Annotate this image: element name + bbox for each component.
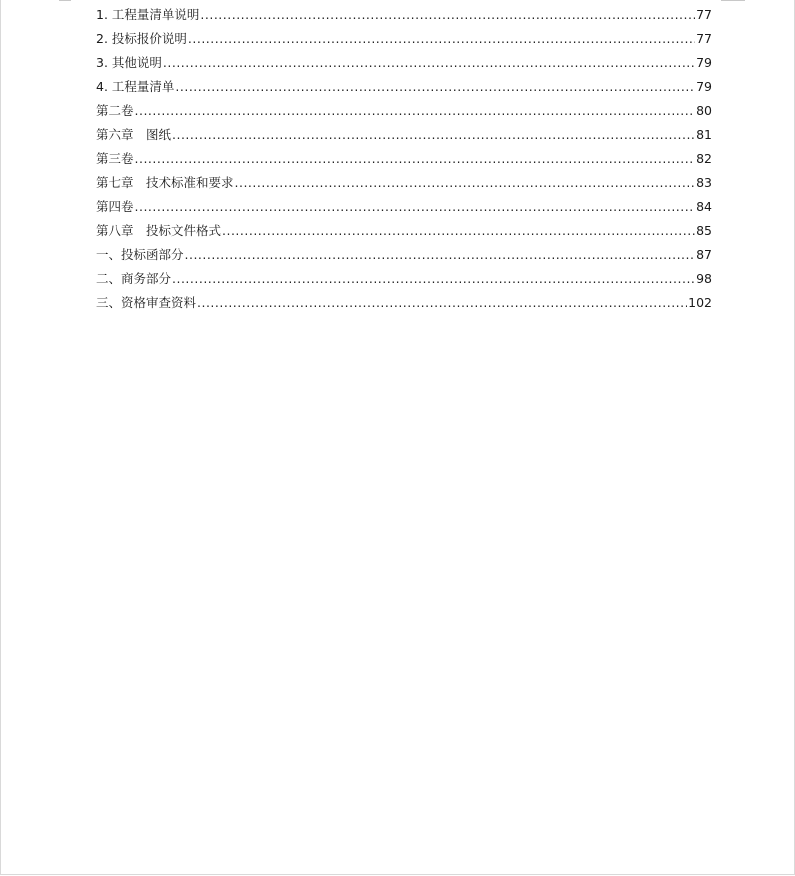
toc-entry-title: 第七章 技术标准和要求 bbox=[96, 175, 234, 190]
toc-page-number: 82 bbox=[696, 151, 712, 166]
toc-entry-title: 一、投标函部分 bbox=[96, 247, 184, 262]
toc-page-number: 84 bbox=[696, 199, 712, 214]
toc-entry-title: 4. 工程量清单 bbox=[96, 79, 175, 94]
toc-entry-title: 第三卷 bbox=[96, 151, 134, 166]
toc-dot-leader bbox=[135, 147, 696, 171]
toc-page-number: 77 bbox=[696, 31, 712, 46]
toc-dot-leader bbox=[197, 291, 687, 315]
toc-entry-title: 1. 工程量清单说明 bbox=[96, 7, 200, 22]
toc-page-number: 80 bbox=[696, 103, 712, 118]
toc-entry-title: 第六章 图纸 bbox=[96, 127, 172, 142]
toc-page-number: 85 bbox=[696, 223, 712, 238]
toc-dot-leader bbox=[188, 27, 695, 51]
toc-entry[interactable] bbox=[96, 123, 712, 147]
toc-page-number: 79 bbox=[696, 55, 712, 70]
toc-page-number: 102 bbox=[688, 295, 712, 310]
toc-dot-leader bbox=[163, 51, 695, 75]
toc-entry-title: 第四卷 bbox=[96, 199, 134, 214]
page-corner-mark-right bbox=[721, 0, 745, 1]
toc-page-number: 98 bbox=[696, 271, 712, 286]
toc-dot-leader bbox=[200, 3, 695, 27]
toc-page-number: 79 bbox=[696, 79, 712, 94]
toc-page-number: 77 bbox=[696, 7, 712, 22]
toc-entry[interactable] bbox=[96, 171, 712, 195]
toc-entry[interactable] bbox=[96, 99, 712, 123]
toc-entry-title: 二、商务部分 bbox=[96, 271, 172, 286]
toc-entry-title: 第八章 投标文件格式 bbox=[96, 223, 222, 238]
toc-entry[interactable] bbox=[96, 195, 712, 219]
toc-entry[interactable] bbox=[96, 75, 712, 99]
toc-page-number: 81 bbox=[696, 127, 712, 142]
toc-dot-leader bbox=[235, 171, 696, 195]
toc-page-number: 83 bbox=[696, 175, 712, 190]
toc-entry[interactable] bbox=[96, 291, 712, 315]
toc-dot-leader bbox=[175, 75, 695, 99]
table-of-contents bbox=[96, 3, 712, 315]
toc-entry-title: 第二卷 bbox=[96, 103, 134, 118]
toc-entry[interactable] bbox=[96, 3, 712, 27]
toc-entry[interactable] bbox=[96, 27, 712, 51]
page-corner-mark-left bbox=[59, 0, 71, 1]
toc-entry[interactable] bbox=[96, 267, 712, 291]
toc-dot-leader bbox=[135, 99, 696, 123]
toc-page-number: 87 bbox=[696, 247, 712, 262]
toc-dot-leader bbox=[222, 219, 695, 243]
toc-entry[interactable] bbox=[96, 219, 712, 243]
toc-entry[interactable] bbox=[96, 51, 712, 75]
toc-dot-leader bbox=[135, 195, 696, 219]
toc-entry-title: 三、资格审查资料 bbox=[96, 295, 197, 310]
toc-entry[interactable] bbox=[96, 243, 712, 267]
toc-entry-title: 3. 其他说明 bbox=[96, 55, 162, 70]
toc-dot-leader bbox=[172, 123, 695, 147]
toc-dot-leader bbox=[185, 243, 696, 267]
toc-entry-title: 2. 投标报价说明 bbox=[96, 31, 187, 46]
toc-dot-leader bbox=[172, 267, 695, 291]
toc-entry[interactable] bbox=[96, 147, 712, 171]
